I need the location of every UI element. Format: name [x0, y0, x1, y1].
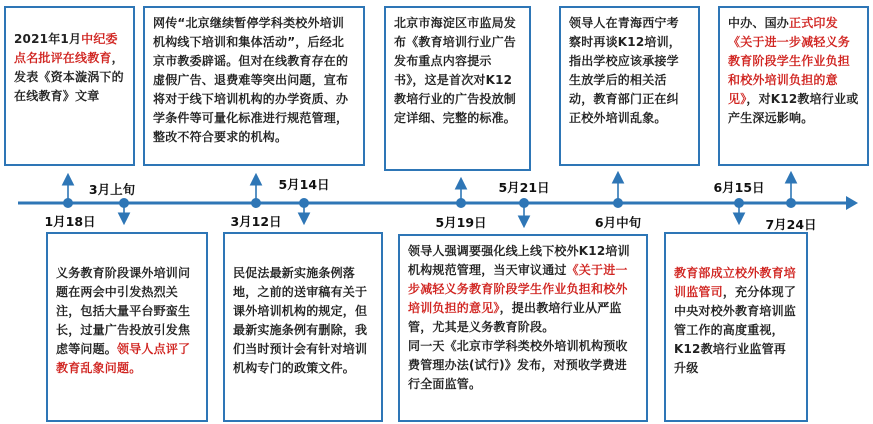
highlight-text: 正式印发《关于进一步减轻义务教育阶段学生作业负担和校外培训负担的意见》	[728, 16, 851, 106]
timeline-node	[613, 198, 623, 208]
timeline-node	[63, 198, 73, 208]
timeline-node	[734, 198, 744, 208]
date-label-may-19: 5月19日	[435, 215, 487, 230]
date-label-may-21: 5月21日	[498, 180, 550, 195]
timeline-node	[119, 198, 129, 208]
event-box-mar-early-bottom	[46, 232, 208, 422]
event-box-mar-12	[223, 232, 383, 422]
date-label-may-14: 5月14日	[278, 177, 330, 192]
date-label-mar-12: 3月12日	[230, 214, 282, 229]
event-text: 领导人强调要强化线上线下校外K12培训机构规范管理，当天审议通过	[408, 244, 630, 277]
event-text: 民促法最新实施条例落地，之前的送审稿有关于课外培训机构的规定，但最新实施条例有删除，我们当时预计会有针对培训机构专门的政策文件。	[233, 266, 368, 375]
date-label-jul-24: 7月24日	[765, 217, 817, 232]
timeline-node	[456, 198, 466, 208]
event-text: 同一天《北京市学科类校外培训机构预收费管理办法(试行)》发布，对预收学费进行全面监管。	[408, 339, 628, 391]
highlight-text: 《关于进一步减轻义务教育阶段学生作业负担和校外培训负担的意见》	[408, 263, 628, 315]
event-text: 北京市海淀区市监局发布《教育培训行业广告发布重点内容提示书》，这是首次对K12教培行业的广告投放制定详细、完整的标准。	[394, 16, 517, 125]
event-paragraph	[674, 264, 798, 378]
event-text: ，提出教培行业从严监管，尤其是义务教育阶段。	[408, 301, 622, 334]
highlight-text: 教育部成立校外教育培训监管司	[674, 266, 797, 299]
date-label-jun-mid: 6月中旬	[594, 215, 642, 230]
event-text: 义务教育阶段课外培训问题在两会中引发热烈关注，包括大量平台野蛮生长，过量广告投放引发焦虑等问题。	[56, 266, 191, 356]
event-box-mar-early	[143, 6, 365, 166]
event-paragraph	[408, 337, 638, 394]
date-label-mar-early: 3月上旬	[88, 182, 136, 197]
event-text: 中办、国办	[728, 16, 790, 30]
event-text: ，充分体现了中央对校外教育培训监管工作的高度重视，K12教培行业监管再升级	[674, 285, 797, 375]
date-label-jun-15: 6月15日	[713, 180, 765, 195]
event-box-may-21	[559, 6, 700, 166]
event-text: ，发表《资本漩涡下的在线教育》文章	[14, 51, 124, 103]
event-box-jan-18	[4, 6, 135, 166]
timeline-node	[519, 198, 529, 208]
event-box-may-14	[384, 6, 531, 171]
highlight-text: 领导人点评了教育乱象问题。	[56, 342, 191, 375]
date-label-jan-18: 1月18日	[44, 214, 96, 229]
timeline-node	[786, 198, 796, 208]
event-paragraph	[56, 264, 198, 378]
highlight-text: 中纪委点名批评在线教育	[14, 32, 118, 65]
event-text: 网传“北京继续暂停学科类校外培训机构线下培训和集体活动”，后经北京市教委辟谣。但对在线教育存在的虚假广告、退费难等突出问题，宣布将对于线下培训机构的办学资质、办学条件等可量化标准进行规范管理，整改不符合要求的机构。	[153, 16, 349, 144]
event-paragraph	[233, 264, 373, 378]
event-text: 2021年1月	[14, 32, 82, 46]
event-text: ，对K12教培行业或产生深远影响。	[728, 92, 859, 125]
event-box-jun-mid	[664, 232, 808, 422]
event-box-jun-15	[718, 6, 869, 166]
event-paragraph	[408, 242, 638, 337]
timeline-node	[299, 198, 309, 208]
event-text: 领导人在青海西宁考察时再谈K12培训，指出学校应该承接学生放学后的相关活动，教育部门正在纠正校外培训乱象。	[569, 16, 681, 125]
event-box-may-19	[398, 234, 648, 422]
timeline-axis-arrowhead	[846, 196, 858, 210]
timeline-node	[251, 198, 261, 208]
